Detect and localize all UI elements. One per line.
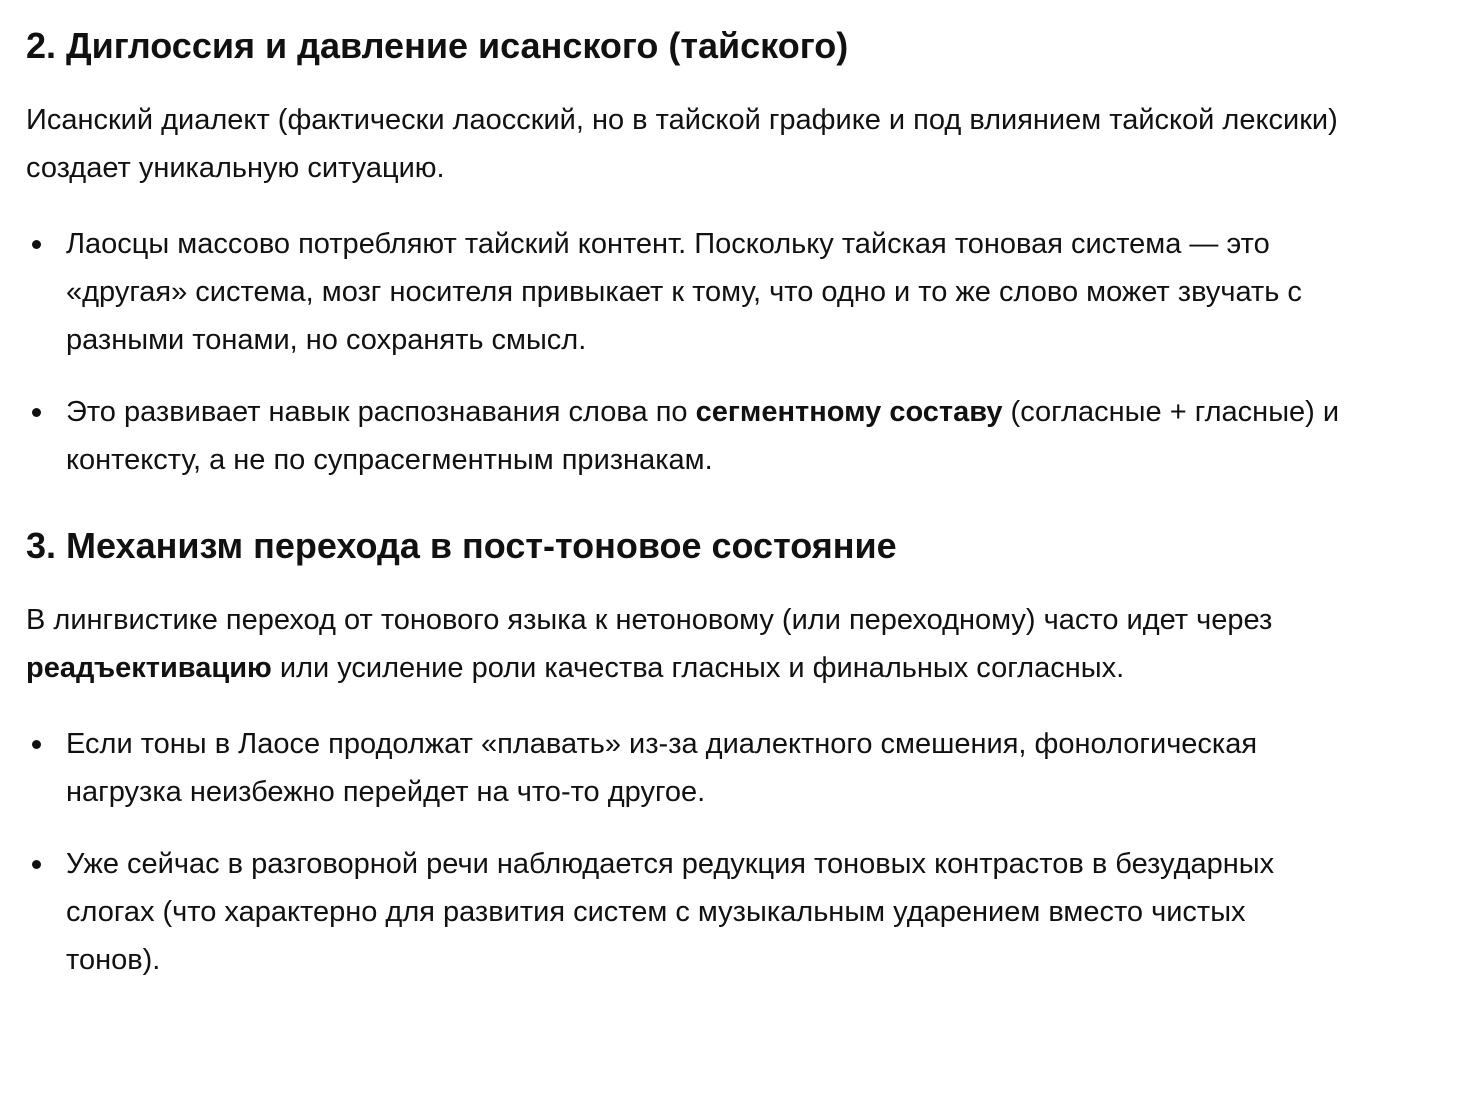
bullet-icon [32,408,41,417]
list-item-text: Лаосцы массово потребляют тайский контент. Поскольку тайская тоновая система — это «другая» система, мозг носителя привыкает к тому, что одно и то же слово может звучать с разными тонами, но сохранять смысл. [66,228,1302,356]
list-item-text-after: (согласные + гласные) и контексту, а не по супрасегментным признакам. [66,396,1340,476]
section-diglossia [26,0,1346,484]
list-item [26,220,1346,364]
bullet-icon [32,740,41,749]
section-heading: 2. Диглоссия и давление исанского (тайского) [26,25,849,66]
section-heading: 3. Механизм перехода в пост-тоновое состояние [26,525,897,566]
list-item [26,388,1346,484]
intro-text-before: В лингвистике переход от тонового языка к нетоновому (или переходному) часто идет через [26,604,1273,636]
list-item-text: Уже сейчас в разговорной речи наблюдается редукция тоновых контрастов в безударных слогах (что характерно для развития систем с музыкальным ударением вместо чистых тонов). [66,848,1275,976]
bullet-icon [32,240,41,249]
section-intro [26,596,1346,692]
list-item-text: Если тоны в Лаосе продолжат «плавать» из-за диалектного смешения, фонологическая нагрузка неизбежно перейдет на что-то другое. [66,728,1258,808]
intro-text-after: или усиление роли качества гласных и финальных согласных. [271,652,1125,684]
section-post-tonal [26,524,1346,984]
intro-emphasis: реадъективацию [26,652,272,684]
list-item [26,840,1346,984]
bullet-list [26,720,1346,984]
bullet-list [26,220,1346,484]
section-intro: Исанский диалект (фактически лаосский, но в тайской графике и под влиянием тайской лексики) создает уникальную ситуацию. [26,104,1338,184]
bullet-icon [32,860,41,869]
list-item-emphasis: сегментному составу [695,396,1003,428]
list-item-text-before: Это развивает навык распознавания слова по [66,396,696,428]
list-item [26,720,1346,816]
